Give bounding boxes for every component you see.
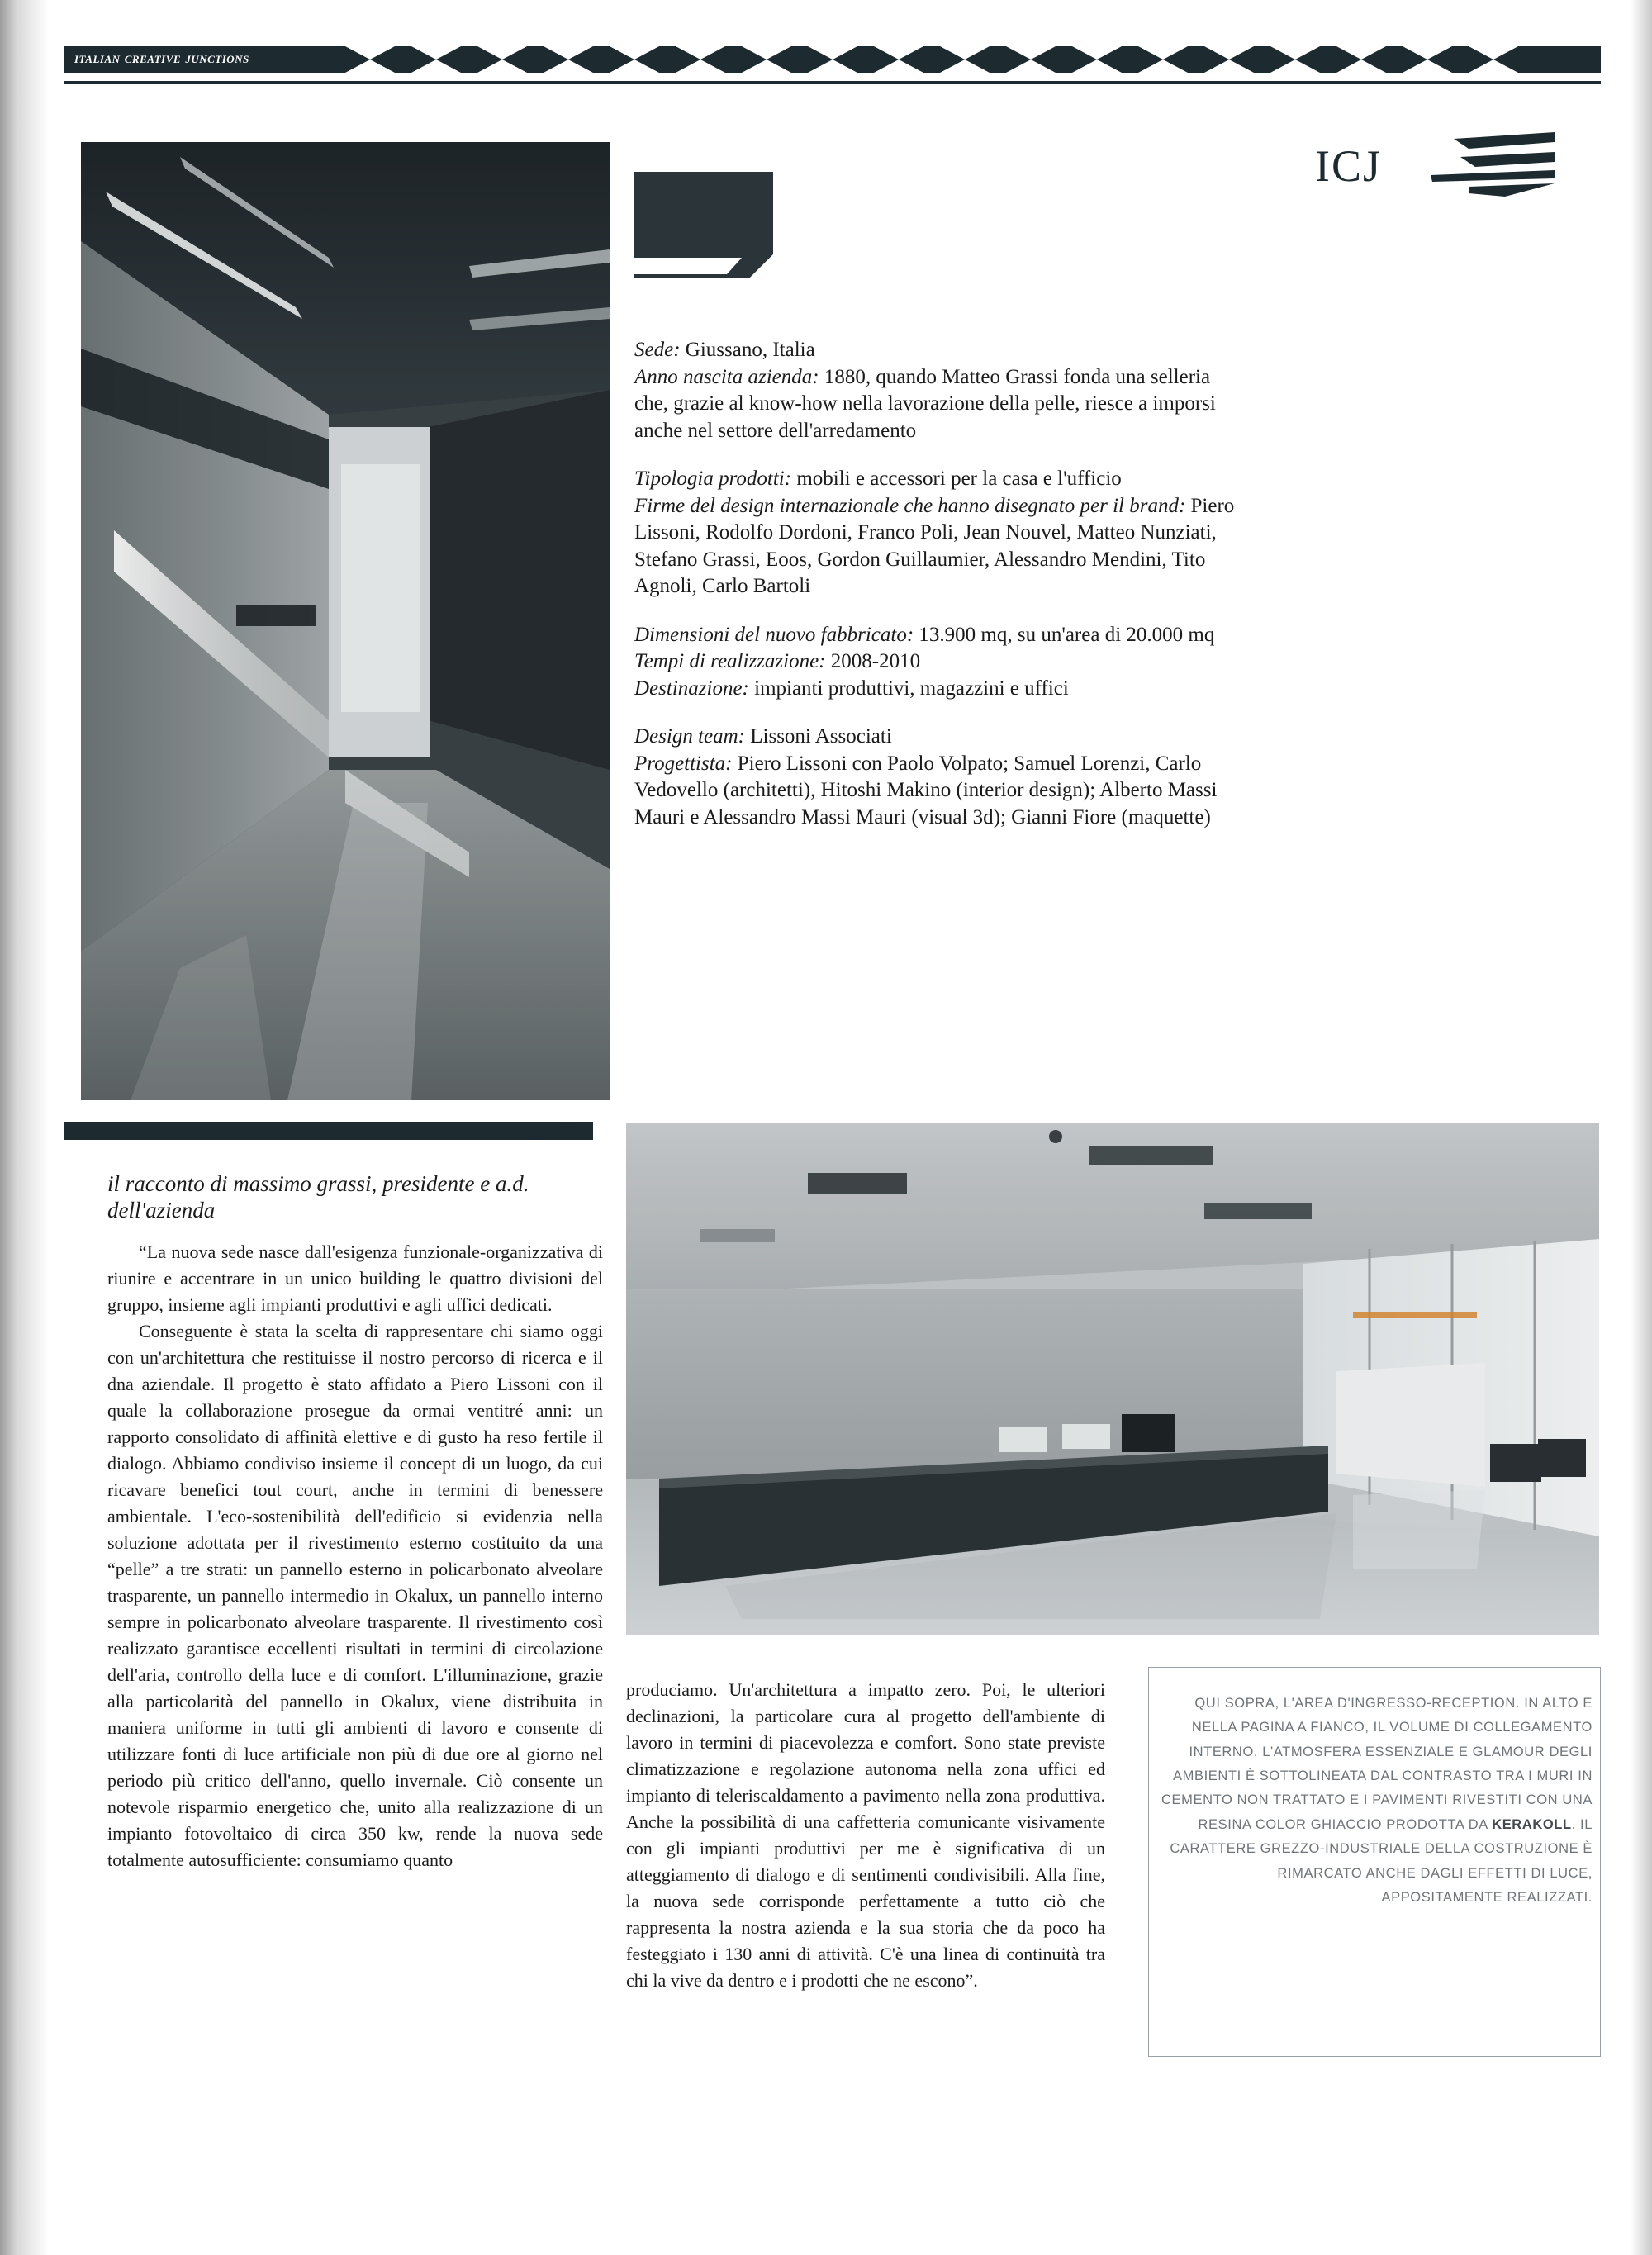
reception-area-photo (626, 1123, 1599, 1635)
article-column-two (626, 1677, 1105, 1994)
fact-label-sede: Sede: (634, 339, 681, 361)
section-rule-arrow-icon (537, 1122, 593, 1140)
fact-label-anno: Anno nascita azienda: (634, 365, 819, 388)
masthead (64, 46, 1601, 73)
fact-value-tempi: 2008-2010 (825, 650, 921, 672)
fact-group-3 (634, 622, 1246, 703)
zigzag-pattern-icon (345, 46, 1601, 73)
fact-label-design-team: Design team: (634, 725, 745, 748)
fact-group-2 (634, 466, 1246, 601)
fact-value-dimensioni: 13.900 mq, su un'area di 20.000 mq (914, 623, 1215, 646)
fact-label-progettista: Progettista: (634, 752, 733, 775)
caption-text-before: QUI SOPRA, L'AREA D'INGRESSO-RECEPTION. IN ALTO E NELLA PAGINA A FIANCO, IL VOLUME DI COLLEGAMENTO INTERNO. L'ATMOSFERA ESSENZIALE E GLAMOUR DEGLI AMBIENTI È SOTTOLINEATA DAL CONTRASTO TRA I MURI IN CEMENTO NON TRATTATO E I PAVIMENTI RIVESTITI CON UNA RESINA COLOR GHIACCIO PRODOTTA DA (1161, 1696, 1593, 1832)
caption-text-after: . IL CARATTERE GREZZO-INDUSTRIALE DELLA COSTRUZIONE È RIMARCATO ANCHE DAGLI EFFETTI DI LUCE, APPOSITAMENTE REALIZZATI. (1170, 1816, 1593, 1905)
fact-label-tipologia: Tipologia prodotti: (634, 468, 792, 490)
fact-group-1 (634, 337, 1246, 444)
icj-logo-text: ICJ (1315, 141, 1383, 191)
decorative-corner-mark (634, 172, 773, 287)
photo-caption (1156, 1692, 1593, 1910)
fact-label-dimensioni: Dimensioni del nuovo fabbricato: (634, 623, 914, 646)
fact-label-destinazione: Destinazione: (634, 676, 749, 700)
caption-brand: KERAKOLL (1492, 1816, 1572, 1832)
paragraph: Conseguente è stata la scelta di rappresentare chi siamo oggi con un'architettura che restituisse il nostro percorso di ricerca e il dna aziendale. Il progetto è stato affidato a Piero Lissoni con il quale la collaborazione prosegue da ormai ventitré anni: un rapporto consolidato di affinità elettive e di gusto ha reso fertile il dialogo. Abbiamo condiviso insieme il concept di un luogo, da cui ricavare benefici tout court, anche in termini di benessere ambientale. L'eco-sostenibilità dell'edificio si evidenzia nella soluzione adottata per il rivestimento esterno costituito da una “pelle” a tre strati: un pannello esterno in policarbonato alveolare trasparente, un pannello intermedio in Okalux, un pannello interno sempre in policarbonato alveolare trasparente. Il rivestimento così realizzato garantisce eccellenti risultati in termini di circolazione dell'aria, controllo della luce e di comfort. L'illuminazione, grazie alla particolarità del pannello in Okalux, viene distribuita in maniera uniforme in tutti gli ambienti di lavoro e consente di utilizzare fonti di luce artificiale non più di due ore al giorno nel periodo più critico dell'anno, quello invernale. Ciò consente un notevole risparmio energetico che, unito alla realizzazione di un impianto fotovoltaico di circa 350 kw, rende la nuova sede totalmente autosufficiente: consumiamo quanto (107, 1321, 603, 1870)
fact-value-sede: Giussano, Italia (680, 339, 815, 361)
header-rule-secondary (64, 83, 1601, 84)
paragraph: “La nuova sede nasce dall'esigenza funzionale-organizzativa di riunire e accentrare in un unico building le quattro divisioni del gruppo, insieme agli impianti produttivi e agli uffici dedicati. (107, 1241, 603, 1315)
fact-block (634, 337, 1246, 852)
header-rule (64, 81, 1601, 83)
fact-label-tempi: Tempi di realizzazione: (634, 650, 826, 672)
fact-value-design-team: Lissoni Associati (745, 725, 892, 748)
fact-group-4 (634, 724, 1246, 831)
icj-logo (1307, 124, 1555, 215)
fact-label-firme: Firme del design internazionale che hanno disegnato per il brand: (634, 494, 1186, 517)
fact-value-anno: 1880, quando Matteo Grassi fonda una selleria che, grazie al know-how nella lavorazione della pelle, riesce a imporsi anche nel settore dell'arredamento (634, 365, 1216, 442)
fact-value-tipologia: mobili e accessori per la casa e l'ufficio (791, 468, 1122, 490)
article-subhead: il racconto di massimo grassi, presidente e a.d. dell'azienda (107, 1171, 529, 1222)
fact-value-progettista: Piero Lissoni con Paolo Volpato; Samuel Lorenzi, Carlo Vedovello (architetti), Hitoshi Makino (interior design); Alberto Massi Mauri e Alessandro Massi Mauri (visual 3d); Gianni Fiore (maquette) (634, 752, 1218, 828)
fact-value-destinazione: impianti produttivi, magazzini e uffici (748, 676, 1069, 700)
fact-value-firme: Piero Lissoni, Rodolfo Dordoni, Franco Poli, Jean Nouvel, Matteo Nunziati, Stefano Grassi, Eoos, Gordon Guillaumier, Alessandro Mendini, Tito Agnoli, Carlo Bartoli (634, 494, 1235, 597)
masthead-title: italian creative junctions (74, 50, 249, 67)
article-column-one (107, 1239, 603, 1873)
section-rule (64, 1122, 593, 1140)
paragraph: produciamo. Un'architettura a impatto zero. Poi, le ulteriori declinazioni, la particolare cura al progetto dell'ambiente di lavoro in termini di piacevolezza e comfort. Sono state previste climatizzazione e regolazione autonoma nella zona uffici ed impianto di teleriscaldamento a pavimento nella zona produttiva. Anche la possibilità di una caffetteria comunicante visivamente con gli impianti produttivi per me è significativa di un atteggiamento di dialogo e di sentimenti condivisibili. Alla fine, la nuova sede corrisponde perfettamente a tutto ciò che rappresenta la nostra azienda e la sua storia che da poco ha festeggiato i 130 anni di attività. C'è una linea di continuità tra chi la vive da dentro e i prodotti che ne escono”. (626, 1679, 1105, 1991)
corridor-interior-photo (81, 142, 610, 1100)
logo-arrow-icon (1307, 124, 1555, 215)
